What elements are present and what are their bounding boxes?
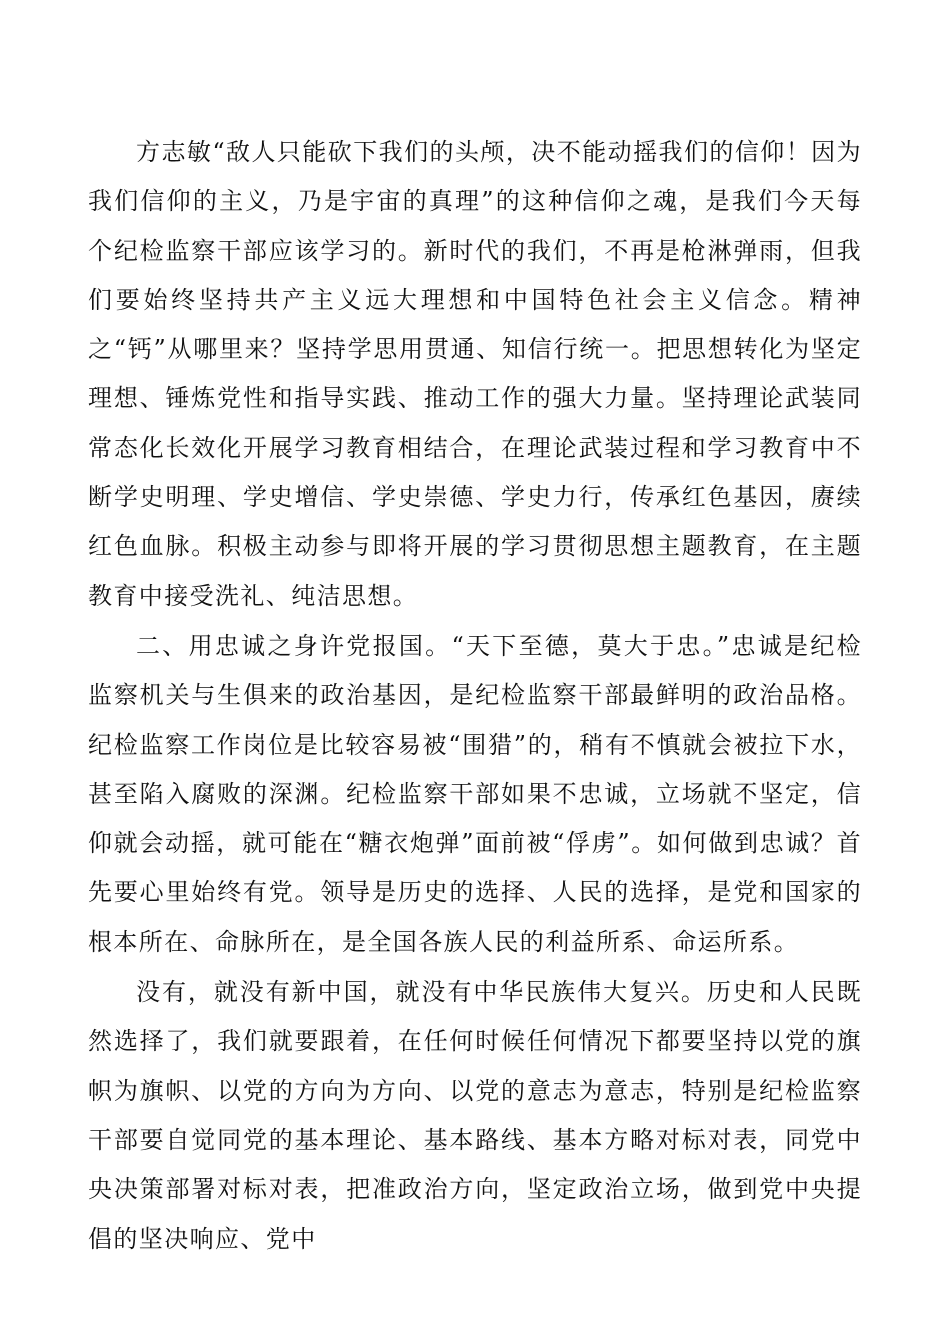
paragraph-party-leadership: 没有，就没有新中国，就没有中华民族伟大复兴。历史和人民既然选择了，我们就要跟着，在任何时候任何情况下都要坚持以党的旗帜为旗帜、以党的方向为方向、以党的意志为意志，特别是纪检监察干部要自觉同党的基本理论、基本路线、基本方略对标对表，同党中央决策部署对标对表，把准政治方向，坚定政治立场，做到党中央提倡的坚决响应、党中: [88, 978, 862, 1253]
paragraph-loyalty: 二、用忠诚之身许党报国。“天下至德，莫大于忠。”忠诚是纪检监察机关与生俱来的政治基因，是纪检监察干部最鲜明的政治品格。纪检监察工作岗位是比较容易被“围猎”的，稍有不慎就会被拉下水，甚至陷入腐败的深渊。纪检监察干部如果不忠诚，立场就不坚定，信仰就会动摇，就可能在“糖衣炮弹”面前被“俘虏”。如何做到忠诚？首先要心里始终有党。领导是历史的选择、人民的选择，是党和国家的根本所在、命脉所在，是全国各族人民的利益所系、命运所系。: [88, 631, 862, 956]
document-page: [88, 128, 862, 1265]
paragraph-belief: 方志敏“敌人只能砍下我们的头颅，决不能动摇我们的信仰！因为我们信仰的主义，乃是宇宙的真理”的这种信仰之魂，是我们今天每个纪检监察干部应该学习的。新时代的我们，不再是枪淋弹雨，但我们要始终坚持共产主义远大理想和中国特色社会主义信念。精神之“钙”从哪里来？坚持学思用贯通、知信行统一。把思想转化为坚定理想、锤炼党性和指导实践、推动工作的强大力量。坚持理论武装同常态化长效化开展学习教育相结合，在理论武装过程和学习教育中不断学史明理、学史增信、学史崇德、学史力行，传承红色基因，赓续红色血脉。积极主动参与即将开展的学习贯彻思想主题教育，在主题教育中接受洗礼、纯洁思想。: [88, 138, 862, 610]
